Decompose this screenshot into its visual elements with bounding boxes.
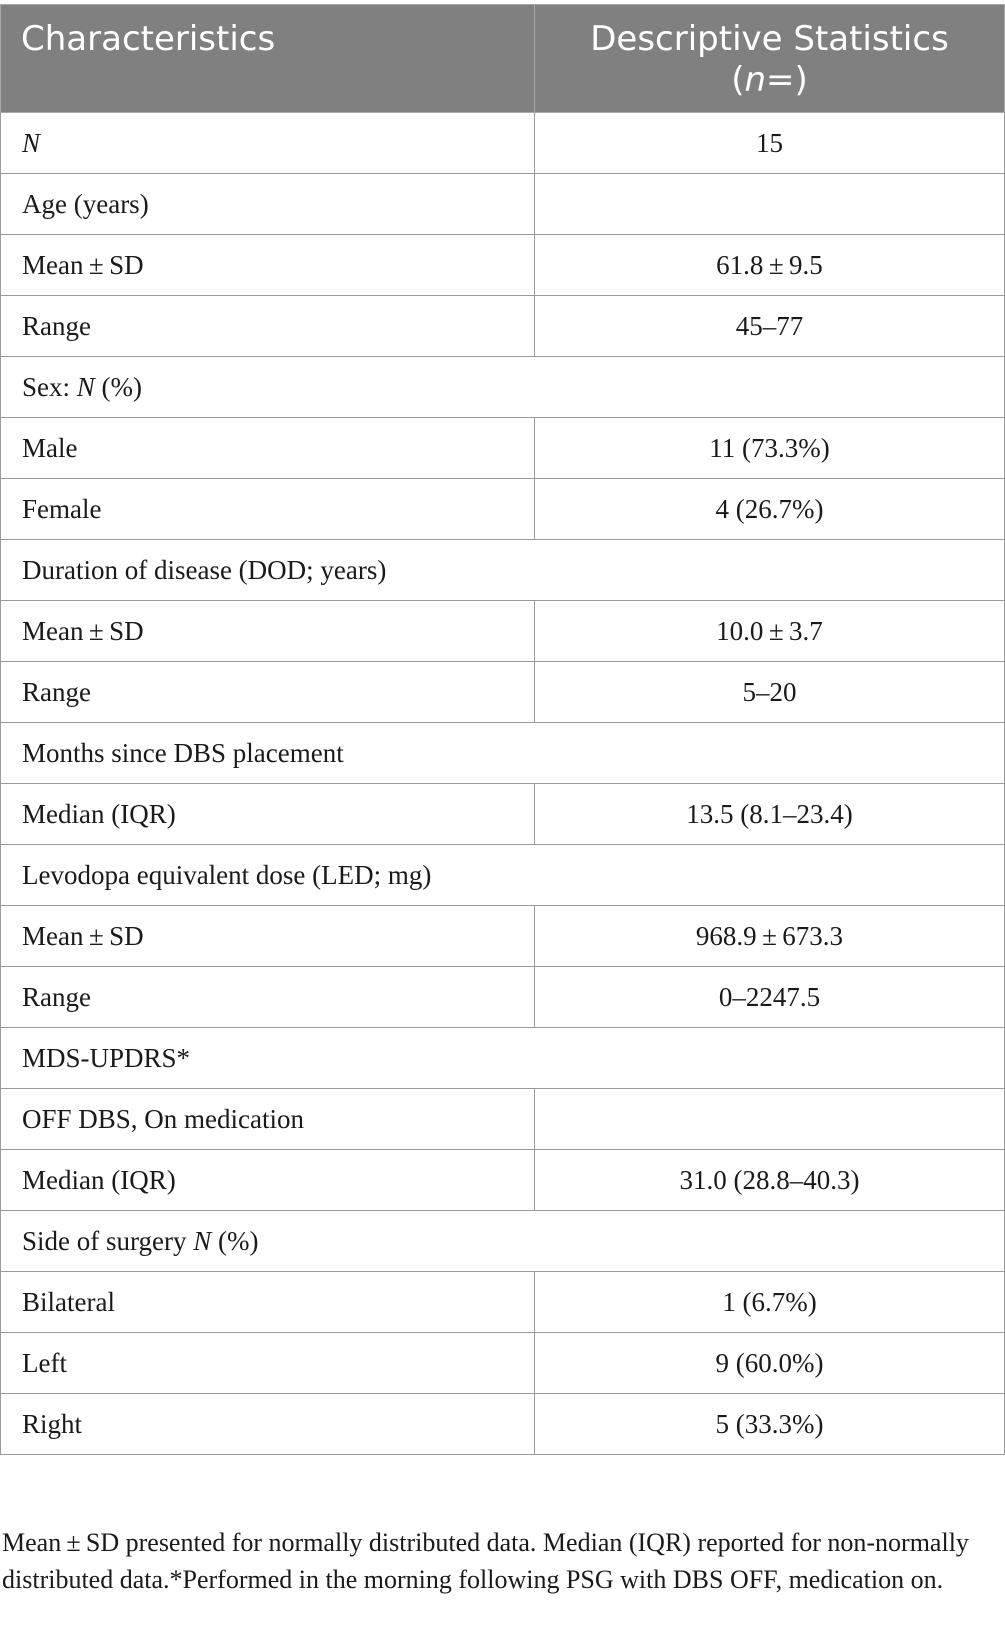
table-section-row [1, 1211, 1005, 1272]
row-value: 31.0 (28.8–40.3) [535, 1150, 1005, 1211]
section-label-prefix: Side of surgery [22, 1225, 194, 1256]
row-value: 1 (6.7%) [535, 1272, 1005, 1333]
table-row [1, 1150, 1005, 1211]
table-row [1, 906, 1005, 967]
row-value: 15 [535, 113, 1005, 174]
table-section-row [1, 540, 1005, 601]
row-label: Left [1, 1333, 535, 1394]
row-value [535, 174, 1005, 235]
section-label-side-of-surgery [1, 1211, 1005, 1272]
row-value: 0–2247.5 [535, 967, 1005, 1028]
table-row [1, 418, 1005, 479]
table-row [1, 296, 1005, 357]
table-section-row [1, 845, 1005, 906]
row-value: 11 (73.3%) [535, 418, 1005, 479]
table-row [1, 784, 1005, 845]
row-label: Age (years) [1, 174, 535, 235]
row-label: Mean ± SD [1, 906, 535, 967]
row-label: Median (IQR) [1, 1150, 535, 1211]
section-label: MDS-UPDRS* [1, 1028, 1005, 1089]
row-label: Mean ± SD [1, 235, 535, 296]
row-label: N [1, 113, 535, 174]
row-label: Bilateral [1, 1272, 535, 1333]
row-label: Male [1, 418, 535, 479]
row-value: 10.0 ± 3.7 [535, 601, 1005, 662]
header-descriptive-statistics-text: Descriptive Statistics [590, 19, 949, 59]
section-label: Levodopa equivalent dose (LED; mg) [1, 845, 1005, 906]
table-row [1, 662, 1005, 723]
row-label: Median (IQR) [1, 784, 535, 845]
table-row [1, 1394, 1005, 1455]
table-row [1, 235, 1005, 296]
header-characteristics: Characteristics [1, 5, 535, 113]
row-label: Mean ± SD [1, 601, 535, 662]
table-row [1, 1333, 1005, 1394]
section-label-sex [1, 357, 1005, 418]
section-label-prefix: Sex: [22, 371, 77, 402]
row-label: Range [1, 296, 535, 357]
row-value: 45–77 [535, 296, 1005, 357]
row-label: OFF DBS, On medication [1, 1089, 535, 1150]
section-label: Months since DBS placement [1, 723, 1005, 784]
section-label-n: N [76, 371, 95, 402]
table-header-row [1, 5, 1005, 113]
demographics-table [0, 4, 1005, 1455]
row-value: 61.8 ± 9.5 [535, 235, 1005, 296]
section-label-n: N [193, 1225, 212, 1256]
header-n-open: ( [731, 60, 745, 100]
section-label: Duration of disease (DOD; years) [1, 540, 1005, 601]
header-n-equals: =) [766, 60, 808, 100]
table-row [1, 1272, 1005, 1333]
row-value: 9 (60.0%) [535, 1333, 1005, 1394]
table-row [1, 601, 1005, 662]
row-label: Female [1, 479, 535, 540]
row-label: Right [1, 1394, 535, 1455]
header-descriptive-statistics [535, 5, 1005, 113]
row-value [535, 1089, 1005, 1150]
row-value: 13.5 (8.1–23.4) [535, 784, 1005, 845]
table-footnote: Mean ± SD presented for normally distributed data. Median (IQR) reported for non-normally distributed data.*Performed in the morning following PSG with DBS OFF, medication on. [2, 1528, 969, 1594]
table-section-row [1, 723, 1005, 784]
table-row [1, 479, 1005, 540]
row-value: 5–20 [535, 662, 1005, 723]
row-value: 4 (26.7%) [535, 479, 1005, 540]
section-label-suffix: (%) [94, 371, 143, 402]
row-label: Range [1, 967, 535, 1028]
table-row [1, 1089, 1005, 1150]
row-value: 968.9 ± 673.3 [535, 906, 1005, 967]
row-label: Range [1, 662, 535, 723]
table-row [1, 174, 1005, 235]
header-n-symbol: n [744, 60, 767, 100]
table-section-row [1, 1028, 1005, 1089]
table-section-row [1, 357, 1005, 418]
table-row [1, 113, 1005, 174]
row-value: 5 (33.3%) [535, 1394, 1005, 1455]
table-row [1, 967, 1005, 1028]
section-label-suffix: (%) [211, 1225, 259, 1256]
